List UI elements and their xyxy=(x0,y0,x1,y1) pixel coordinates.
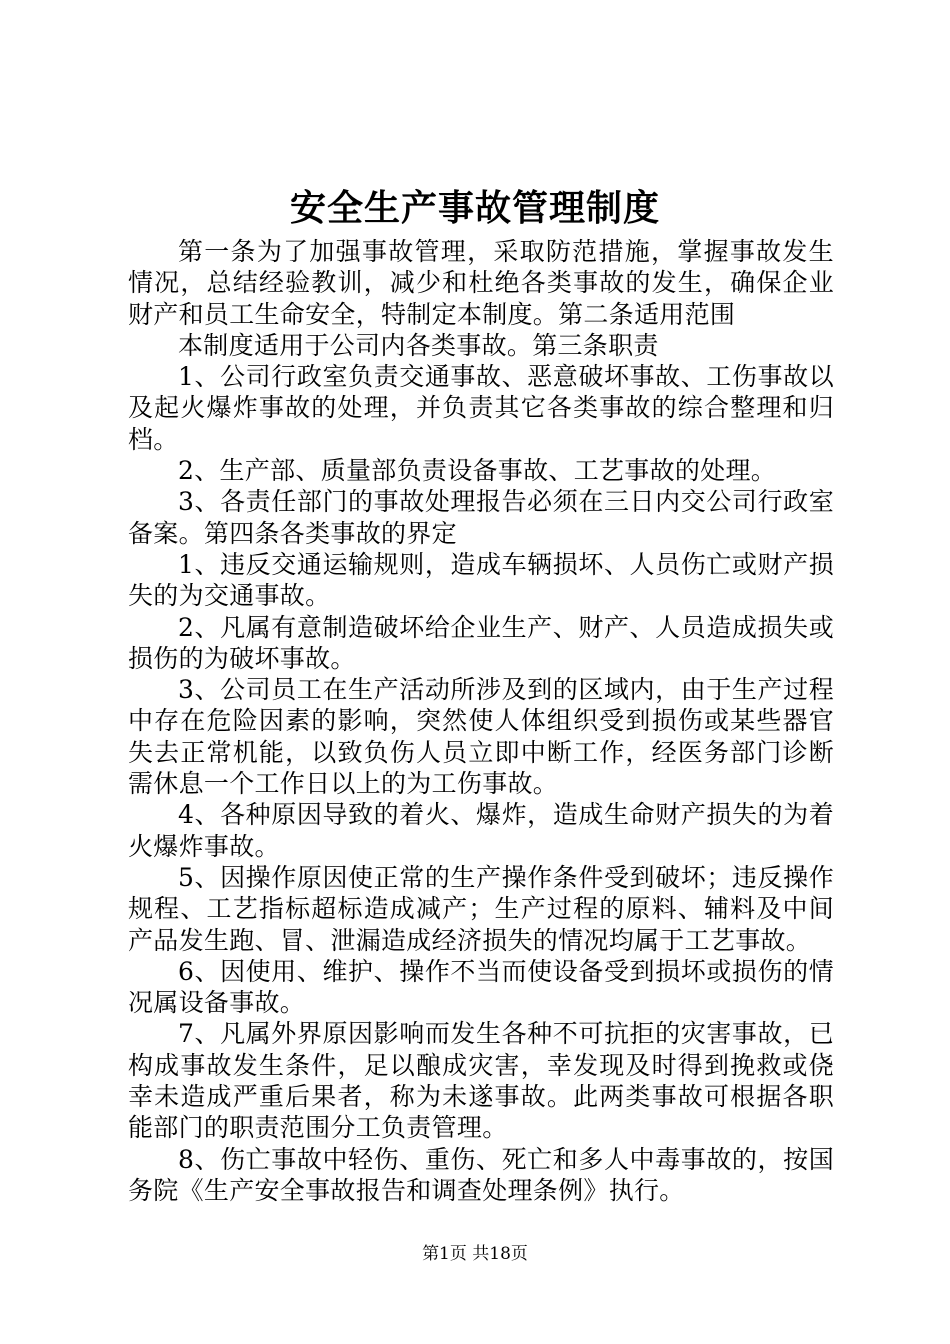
paragraph: 4、各种原因导致的着火、爆炸，造成生命财产损失的为着火爆炸事故。 xyxy=(128,800,834,861)
page-number: 第1页 共18页 xyxy=(422,1244,528,1264)
paragraph: 3、公司员工在生产活动所涉及到的区域内，由于生产过程中存在危险因素的影响，突然使人体组织受到损伤或某些器官失去正常机能，以致负伤人员立即中断工作，经医务部门诊断需休息一个工作日以上的为工伤事故。 xyxy=(128,675,834,799)
paragraph: 6、因使用、维护、操作不当而使设备受到损坏或损伤的情况属设备事故。 xyxy=(128,956,834,1018)
paragraph: 本制度适用于公司内各类事故。第三条职责 xyxy=(178,330,659,360)
paragraph: 1、违反交通运输规则，造成车辆损坏、人员伤亡或财产损失的为交通事故。 xyxy=(128,549,834,611)
paragraph: 2、凡属有意制造破坏给企业生产、财产、人员造成损失或损伤的为破坏事故。 xyxy=(128,612,834,673)
paragraph: 1、公司行政室负责交通事故、恶意破坏事故、工伤事故以及起火爆炸事故的处理，并负责其它各类事故的综合整理和归档。 xyxy=(128,362,834,454)
paragraph: 第一条为了加强事故管理，采取防范措施，掌握事故发生情况，总结经验教训，减少和杜绝各类事故的发生，确保企业财产和员工生命安全，特制定本制度。第二条适用范围 xyxy=(128,237,834,329)
paragraph: 8、伤亡事故中轻伤、重伤、死亡和多人中毒事故的，按国务院《生产安全事故报告和调查处理条例》执行。 xyxy=(128,1144,834,1205)
paragraph: 2、生产部、质量部负责设备事故、工艺事故的处理。 xyxy=(178,456,777,486)
paragraph: 3、各责任部门的事故处理报告必须在三日内交公司行政室备案。第四条各类事故的界定 xyxy=(128,487,834,548)
paragraph: 5、因操作原因使正常的生产操作条件受到破坏；违反操作规程、工艺指标超标造成减产；生产过程的原料、辅料及中间产品发生跑、冒、泄漏造成经济损失的情况均属于工艺事故。 xyxy=(128,862,834,955)
document-title: 安全生产事故管理制度 xyxy=(289,187,660,229)
paragraph: 7、凡属外界原因影响而发生各种不可抗拒的灾害事故，已构成事故发生条件，足以酿成灾害，幸发现及时得到挽救或侥幸未造成严重后果者，称为未遂事故。此两类事故可根据各职能部门的职责范围分工负责管理。 xyxy=(128,1019,834,1143)
document-body xyxy=(128,236,834,1206)
